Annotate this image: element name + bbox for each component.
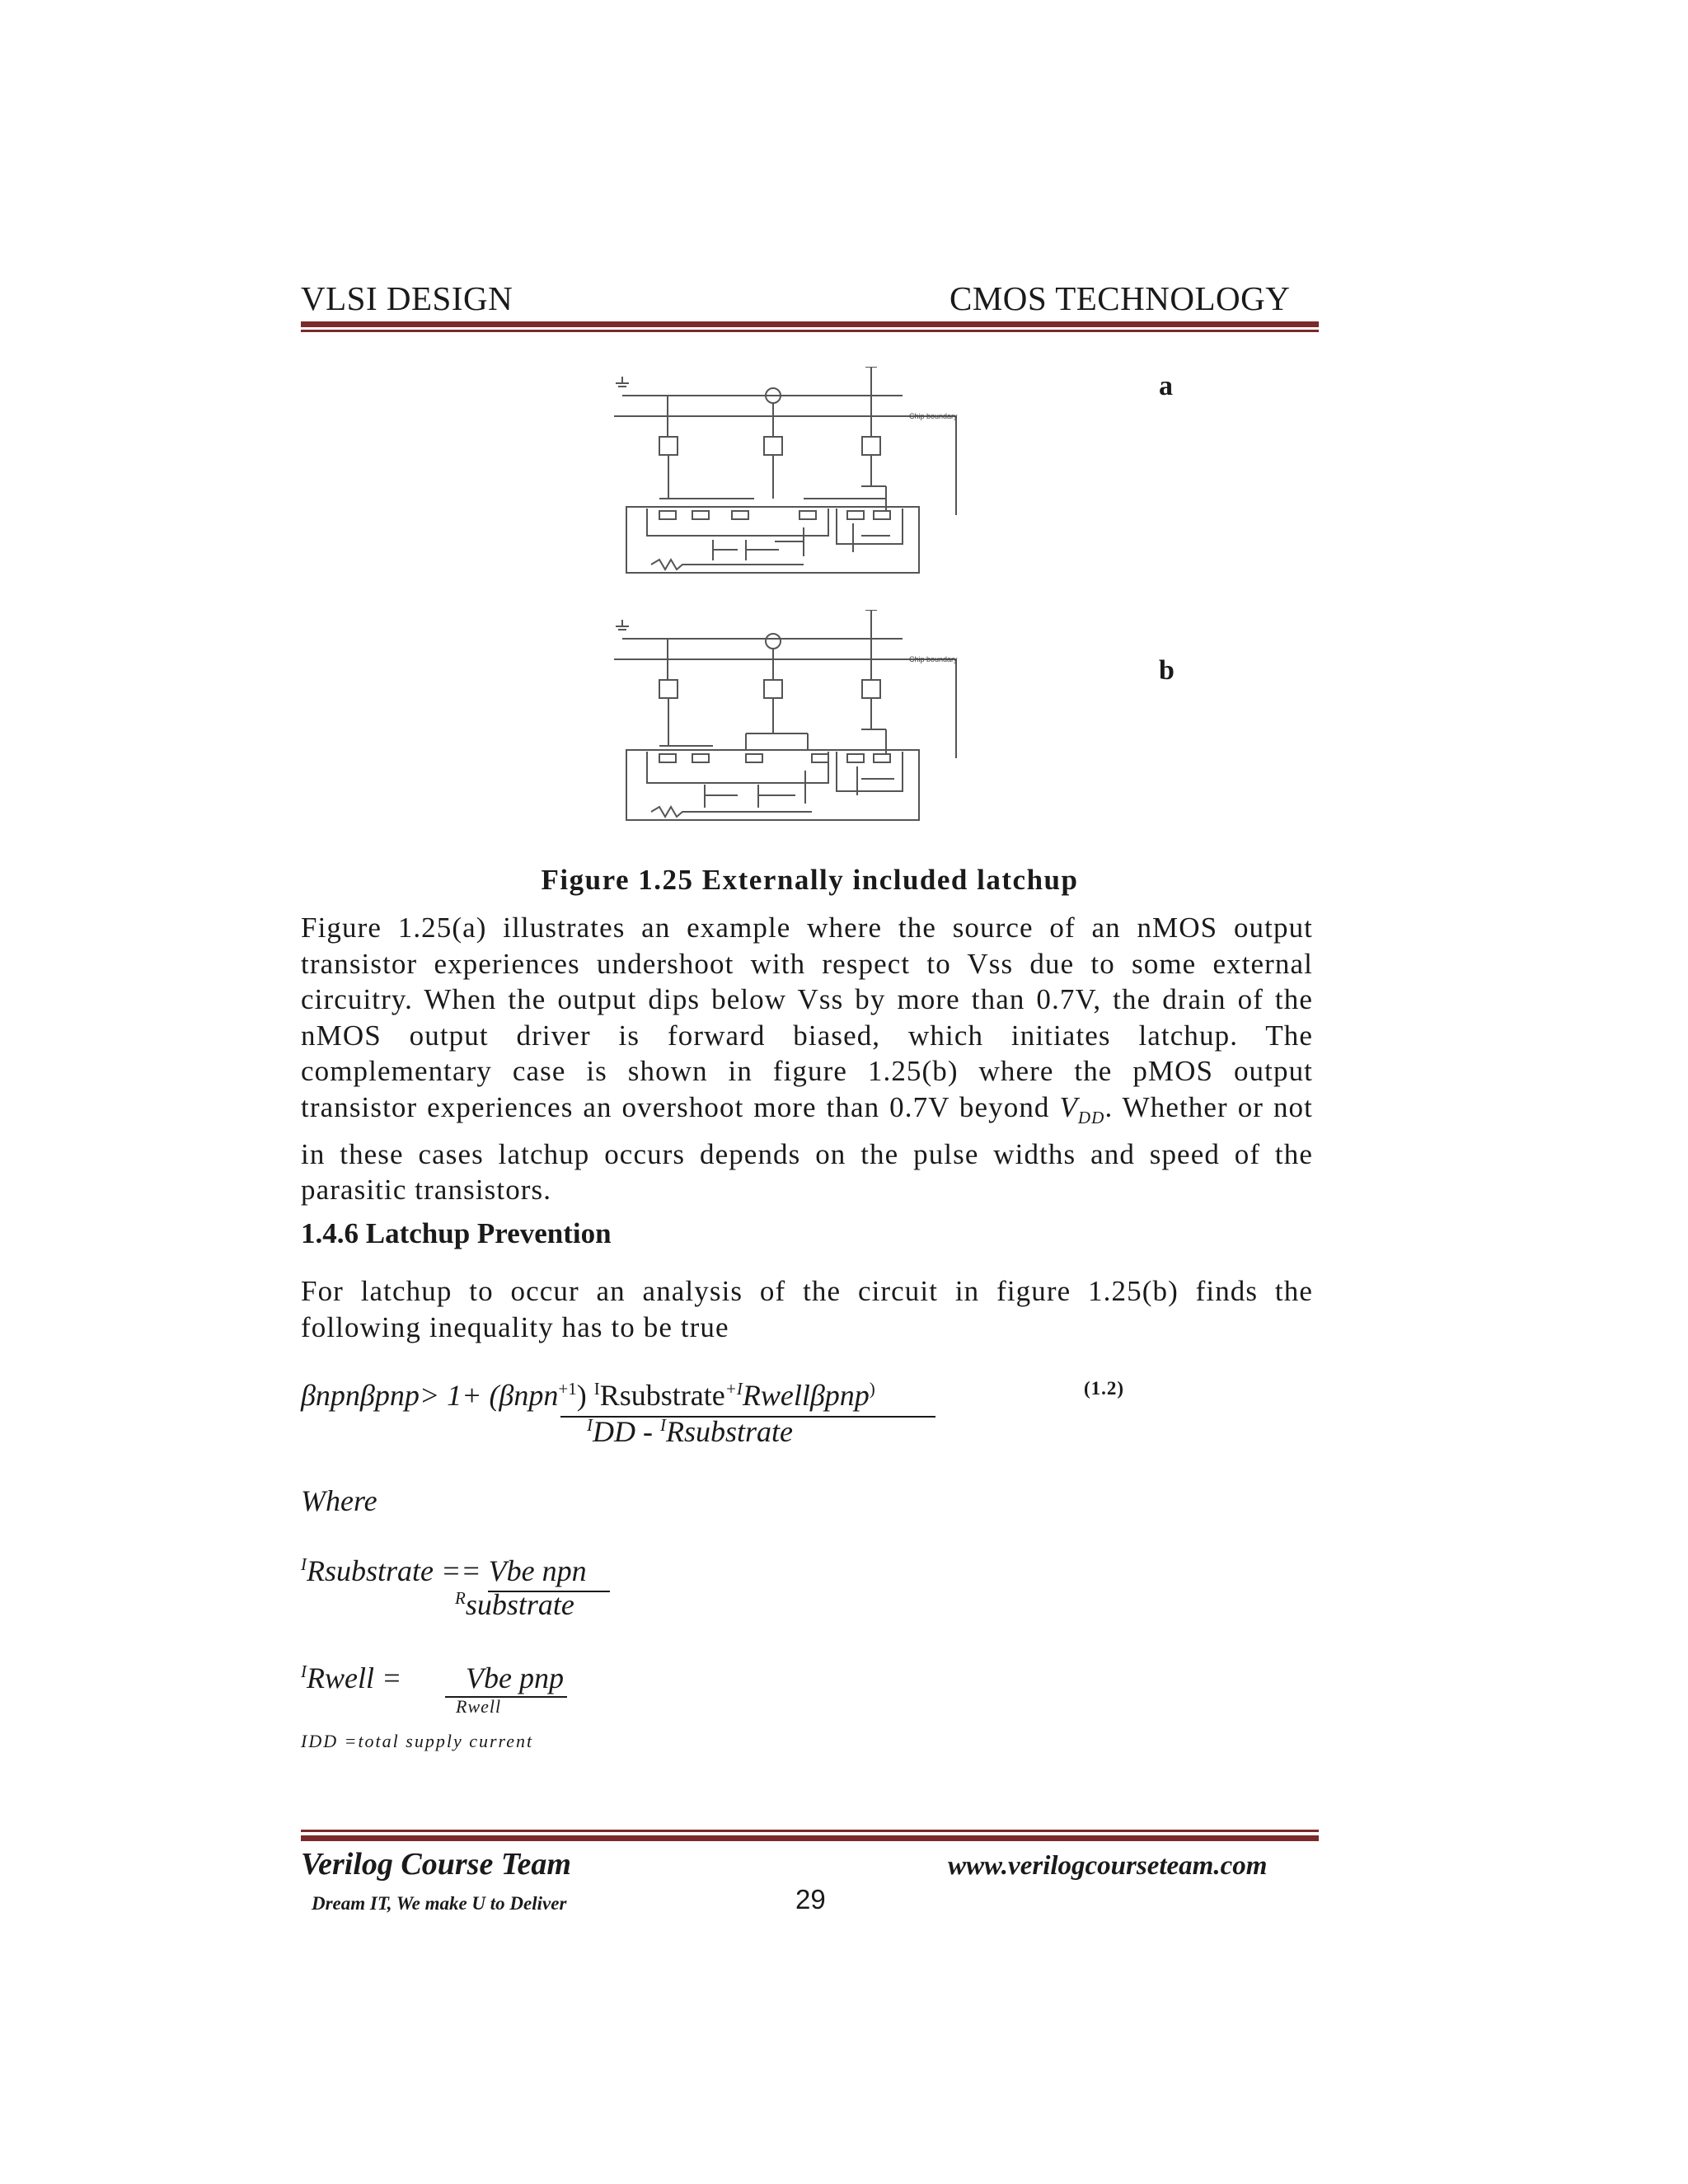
panel-a-label: a — [1159, 371, 1173, 401]
rwell-lhs: Rwell = — [307, 1661, 402, 1694]
chip-boundary-label-a: Chip boundary — [909, 412, 958, 420]
paragraph-latchup-description — [301, 910, 1313, 1208]
eq-sup-i: I — [593, 1379, 600, 1399]
header-right: CMOS TECHNOLOGY — [950, 279, 1291, 317]
eq-paren: ) — [576, 1379, 587, 1412]
header-rule-thick — [301, 321, 1319, 327]
footer-rule-thin — [301, 1830, 1319, 1832]
eq-rwell: Rwellβpnp — [742, 1379, 870, 1412]
footer-tagline: Dream IT, We make U to Deliver — [312, 1893, 567, 1914]
rsub-denominator — [455, 1587, 574, 1622]
rsubstrate-definition — [301, 1554, 587, 1588]
figure-caption: Figure 1.25 Externally included latchup — [541, 864, 1079, 896]
rwell-denominator: Rwell — [456, 1696, 502, 1717]
footer-website: www.verilogcourseteam.com — [948, 1851, 1268, 1881]
paragraph1-text: Figure 1.25(a) illustrates an example where the source of an nMOS output transistor experiences undershoot with respect to Vss due to some external circuitry. When the output dips below Vss by more than 0.7V, the drain of the nMOS output driver is forward biased, which initiates latchup. The complementary case is shown in figure 1.25(b) where the pMOS output transistor experiences an overshoot more than 0.7V beyond — [301, 912, 1313, 1123]
where-label: Where — [301, 1484, 377, 1517]
latchup-circuit-diagram-b — [614, 610, 977, 832]
vdd-main: V — [1059, 1090, 1078, 1123]
eq-denominator — [587, 1414, 793, 1449]
rwell-numerator: Vbe pnp — [466, 1661, 564, 1694]
rwell-sup: I — [301, 1661, 307, 1681]
eq-den-sup-i: I — [659, 1415, 666, 1435]
rsub-den-sup: R — [455, 1588, 466, 1608]
eq-rsubstrate: Rsubstrate — [599, 1379, 725, 1412]
paragraph-latchup-condition: For latchup to occur an analysis of the circuit in figure 1.25(b) finds the following inequality has to be true — [301, 1275, 1313, 1343]
page-number: 29 — [795, 1884, 826, 1915]
eq-den-rsubstrate: Rsubstrate — [665, 1415, 793, 1448]
rsub-numerator: Vbe npn — [488, 1554, 587, 1587]
eq-sup-close: ) — [869, 1379, 875, 1399]
footer-rule-thick — [301, 1835, 1319, 1841]
idd-definition: IDD =total supply current — [301, 1731, 534, 1751]
equation-1-2 — [301, 1378, 875, 1413]
vdd-sub: DD — [1077, 1107, 1105, 1127]
latchup-circuit-diagram-a — [614, 367, 977, 589]
panel-b-label: b — [1159, 655, 1175, 686]
rwell-definition — [301, 1661, 401, 1695]
eq-den-sup: I — [587, 1415, 593, 1435]
eq-sup-plus-i: +I — [724, 1379, 743, 1399]
rsub-sup: I — [301, 1554, 307, 1574]
eq-lhs: βnpnβpnp> 1+ (βnpn — [301, 1379, 559, 1412]
paragraph1-text-end: . Whether or not in these cases latchup occurs depends on the pulse widths and speed of the parasitic transistors. — [301, 1090, 1313, 1207]
chip-boundary-label-b: Chip boundary — [909, 655, 958, 663]
eq-sup-plus1: +1 — [558, 1379, 577, 1399]
section-heading: 1.4.6 Latchup Prevention — [301, 1217, 612, 1249]
rsub-den-text: substrate — [465, 1588, 574, 1621]
vdd-symbol — [1059, 1090, 1105, 1127]
footer-team: Verilog Course Team — [301, 1847, 571, 1882]
eq-den-dd: DD - — [593, 1415, 660, 1448]
equation-number: (1.2) — [1084, 1378, 1125, 1399]
header-left: VLSI DESIGN — [301, 279, 513, 317]
header-rule-thin — [301, 330, 1319, 332]
rsub-lhs: Rsubstrate == — [307, 1554, 481, 1587]
